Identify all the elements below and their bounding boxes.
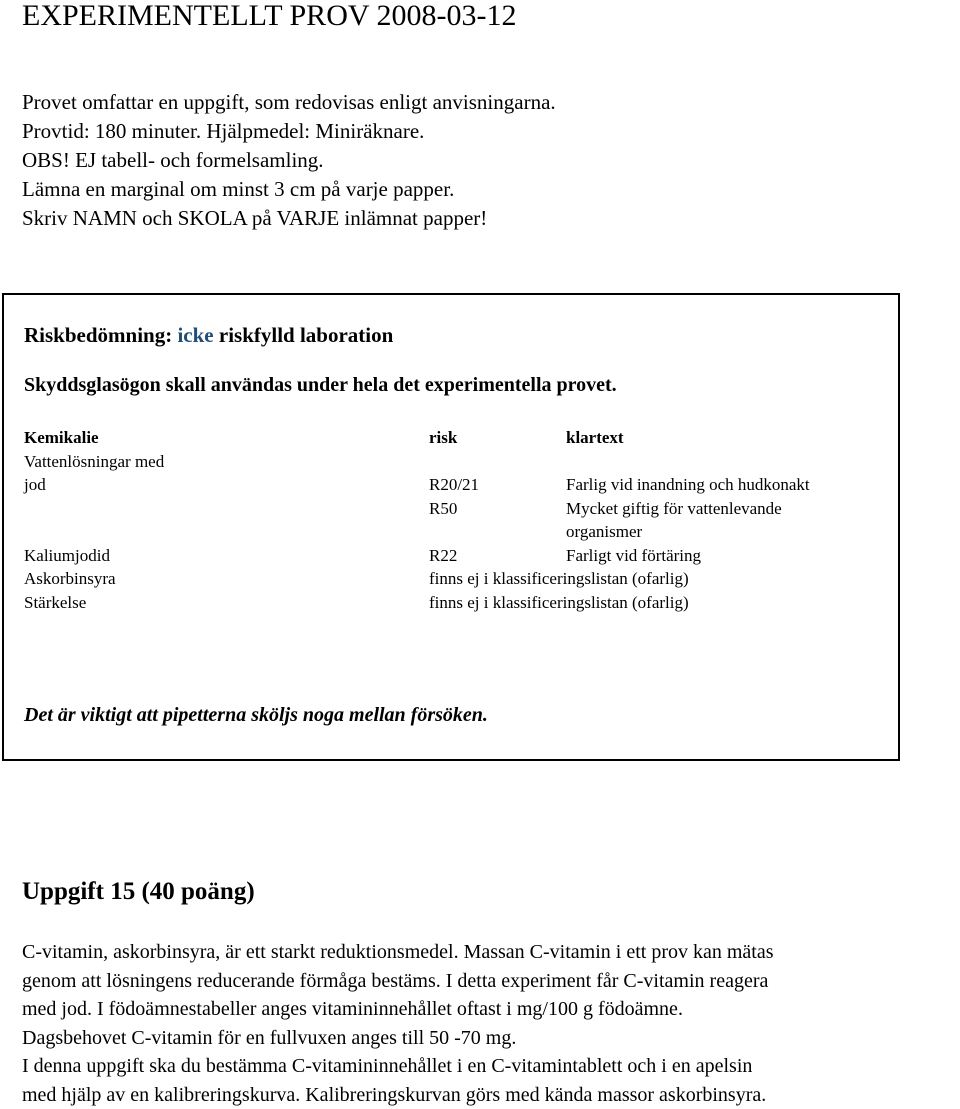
table-cell: Farlig vid inandning och hudkonakt xyxy=(566,475,810,494)
table-cell: organismer xyxy=(566,522,643,541)
table-cell: Askorbinsyra xyxy=(24,569,116,588)
instruction-line: Skriv NAMN och SKOLA på VARJE inlämnat papper! xyxy=(22,206,488,230)
table-cell: Kaliumjodid xyxy=(24,545,110,565)
table-cell: Mycket giftig för vattenlevande xyxy=(566,498,782,518)
risk-heading-prefix: Riskbedömning: xyxy=(24,323,173,347)
risk-level: icke xyxy=(177,323,214,347)
task-description xyxy=(22,938,774,1109)
column-header-risk: risk xyxy=(429,428,458,447)
instruction-line: Provet omfattar en uppgift, som redovisas enligt anvisningarna. xyxy=(22,90,556,114)
task-line: C-vitamin, askorbinsyra, är ett starkt reduktionsmedel. Massan C-vitamin i ett prov kan mätas xyxy=(22,941,774,963)
task-line: I denna uppgift ska du bestämma C-vitamininnehållet i en C-vitamintablett och i en apelsin xyxy=(22,1055,753,1077)
risk-assessment-box xyxy=(2,293,900,761)
document-title: EXPERIMENTELLT PROV 2008-03-12 xyxy=(22,0,517,32)
exam-instructions xyxy=(22,88,556,233)
table-cell: finns ej i klassificeringslistan (ofarlig) xyxy=(429,592,689,612)
risk-heading-suffix: riskfylld laboration xyxy=(218,323,394,347)
table-cell: Farligt vid förtäring xyxy=(566,545,702,565)
instruction-line: Provtid: 180 minuter. Hjälpmedel: Miniräknare. xyxy=(22,119,425,143)
pipette-rinse-note: Det är viktigt att pipetterna sköljs noga mellan försöken. xyxy=(24,704,488,726)
task-line: med hjälp av en kalibreringskurva. Kalibreringskurvan görs med kända massor askorbinsyra. xyxy=(22,1083,767,1106)
table-cell: R20/21 xyxy=(429,475,480,494)
instruction-line: Lämna en marginal om minst 3 cm på varje papper. xyxy=(22,177,455,201)
task-line: med jod. I födoämnestabeller anges vitamininnehållet oftast i mg/100 g födoämne. xyxy=(22,998,683,1020)
table-cell: R50 xyxy=(429,498,458,518)
table-cell: Vattenlösningar med xyxy=(24,451,165,471)
task-line: Dagsbehovet C-vitamin för en fullvuxen anges till 50 -70 mg. xyxy=(22,1026,517,1049)
instruction-line: OBS! EJ tabell- och formelsamling. xyxy=(22,148,324,172)
column-header-chemical: Kemikalie xyxy=(24,428,99,447)
table-cell: finns ej i klassificeringslistan (ofarlig) xyxy=(429,569,689,588)
task-line: genom att lösningens reducerande förmåga bestäms. I detta experiment får C-vitamin reagera xyxy=(22,969,769,992)
table-cell: Stärkelse xyxy=(24,592,87,612)
risk-assessment-heading xyxy=(24,321,393,349)
table-cell: R22 xyxy=(429,545,458,565)
column-header-plaintext: klartext xyxy=(566,428,624,447)
safety-goggles-note: Skyddsglasögon skall användas under hela det experimentella provet. xyxy=(24,374,617,396)
table-cell: jod xyxy=(24,475,46,494)
task-heading: Uppgift 15 (40 poäng) xyxy=(22,878,255,905)
